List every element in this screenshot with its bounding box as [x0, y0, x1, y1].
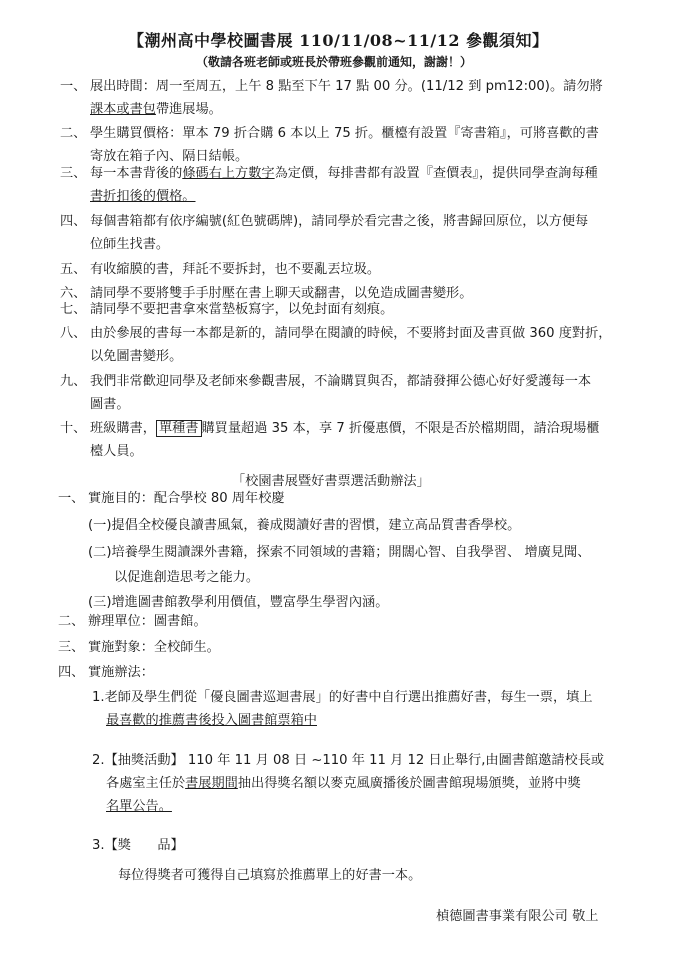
notice-text-continued: 檯人員。 [90, 444, 143, 459]
notice-text-tail: 帶進展場。 [155, 102, 222, 117]
underlined-phrase: 條碼右上方數字 [182, 166, 275, 181]
notice-text: 每個書箱都有依序編號(紅色號碼牌)，請同學於看完書之後，將書歸回原位，以方便每 [90, 214, 589, 229]
activity-organizer [58, 610, 658, 633]
notice-number: 一、 [60, 79, 87, 94]
step-text-tail: 抽出得獎名額以麥克風廣播後於圖書館現場頒獎，並將中獎 [237, 776, 581, 791]
purpose-item: (二)培養學生閱讀課外書籍，探索不同領域的書籍；開闊心智、自我學習、 增廣見聞、 [88, 545, 591, 560]
purpose-item: (一)提倡全校優良讀書風氣，養成閱讀好書的習慣，建立高品質書香學校。 [88, 518, 521, 533]
notice-number: 七、 [60, 302, 87, 317]
notice-text-tail: 為定價，每排書都有設置『查價表』，提供同學查詢每種 [274, 166, 598, 181]
notice-text-continued: 圖書。 [90, 397, 130, 412]
notice-text: 請同學不要把書拿來當墊板寫字，以免封面有刻痕。 [90, 302, 394, 317]
document-subtitle: （敬請各班老師或班長於帶班參觀前通知，謝謝！） [196, 55, 473, 69]
notice-text [90, 417, 660, 440]
notice-text: 有收縮膜的書，拜託不要拆封，也不要亂丟垃圾。 [90, 262, 381, 277]
notice-number: 三、 [60, 166, 87, 181]
notice-text-head: 班級購書， [90, 421, 156, 436]
section-number: 二、 [58, 614, 85, 629]
notice-text-continued: 寄放在箱子內、隔日結帳。 [90, 149, 249, 164]
method-step-1 [92, 686, 652, 732]
section-number: 一、 [58, 491, 85, 506]
notice-text: 展出時間：周一至周五，上午 8 點至下午 17 點 00 分。(11/12 到 pm12:00)。請勿將 [90, 79, 603, 94]
notice-text: 我們非常歡迎同學及老師來參觀書展，不論購買與否，都請發揮公德心好好愛護每一本 [90, 374, 592, 389]
purpose-heading: 實施目的：配合學校 80 周年校慶 [88, 491, 285, 506]
notice-text-tail: 購買量超過 35 本，享 7 折優惠價，不限是否於檔期間，請洽現場櫃 [201, 421, 600, 436]
notice-text-continued: 以免圖書變形。 [90, 349, 183, 364]
section-number: 三、 [58, 640, 85, 655]
section-number: 四、 [58, 665, 85, 680]
notice-item [60, 298, 660, 321]
notice-item [60, 75, 660, 121]
notice-item [60, 258, 660, 281]
underlined-phrase: 書包 [129, 102, 156, 117]
activity-purpose [58, 487, 658, 510]
notice-number: 四、 [60, 214, 87, 229]
underlined-phrase: 書展期間 [185, 776, 238, 791]
notice-number: 六、 [60, 286, 87, 301]
notice-number: 五、 [60, 262, 87, 277]
underlined-phrase: 課本或 [90, 102, 130, 117]
activity-target [58, 636, 658, 659]
step-text-continued: 最喜歡的推薦書後投入圖書館票箱中 [106, 713, 317, 728]
method-step-3-title: 3.【獎 品】 [92, 838, 184, 853]
notice-item [60, 417, 660, 463]
notice-text-continued: 位師生找書。 [90, 237, 170, 252]
method-step-3-text: 每位得獎者可獲得自己填寫於推薦單上的好書一本。 [118, 868, 422, 883]
notice-item [60, 210, 660, 256]
notice-text: 由於參展的書每一本都是新的，請同學在閱讀的時候，不要將封面及書頁做 360 度對折， [90, 326, 612, 341]
method-heading: 實施辦法： [88, 665, 154, 680]
step-text: 2.【抽獎活動】 110 年 11 月 08 日 ~110 年 11 月 12 日止舉行,由圖書館邀請校長或 [92, 753, 605, 768]
organizer-text: 辦理單位：圖書館。 [88, 614, 207, 629]
step-text: 1.老師及學生們從「優良圖書巡迴書展」的好書中自行選出推薦好書，每生一票，填上 [92, 690, 593, 705]
activity-method [58, 661, 658, 684]
notice-text-continued: 書折扣後的價格。 [90, 189, 196, 204]
notice-text: 學生購買價格：單本 79 折合購 6 本以上 75 折。櫃檯有設置『寄書箱』，可將喜歡的書 [90, 126, 599, 141]
target-text: 實施對象：全校師生。 [88, 640, 220, 655]
notice-text-head: 每一本書背後的 [90, 166, 183, 181]
signature: 楨德圖書事業有限公司 敬上 [436, 909, 599, 924]
notice-text-continued [90, 98, 660, 121]
method-step-2 [92, 749, 652, 818]
step-text-head: 各處室主任於 [106, 776, 186, 791]
notice-number: 九、 [60, 374, 87, 389]
notice-item [60, 322, 660, 368]
document-title: 【潮州高中學校圖書展 110/11/08~11/12 參觀須知】 [128, 31, 549, 50]
boxed-phrase: 單種書 [156, 420, 202, 437]
notice-number: 八、 [60, 326, 87, 341]
notice-item [60, 370, 660, 416]
notice-number: 二、 [60, 126, 87, 141]
step-text-continued: 名單公告。 [106, 799, 172, 814]
notice-text: 請同學不要將雙手手肘壓在書上聊天或翻書，以免造成圖書變形。 [90, 286, 473, 301]
step-text-continued [106, 772, 652, 795]
purpose-item-continued: 以促進創造思考之能力。 [114, 570, 260, 585]
notice-text [90, 162, 660, 185]
purpose-item: (三)增進圖書館教學利用價值，豐富學生學習內涵。 [88, 595, 389, 610]
section-title: 「校園書展暨好書票選活動辦法」 [232, 474, 430, 489]
notice-number: 十、 [60, 421, 87, 436]
notice-item [60, 162, 660, 208]
